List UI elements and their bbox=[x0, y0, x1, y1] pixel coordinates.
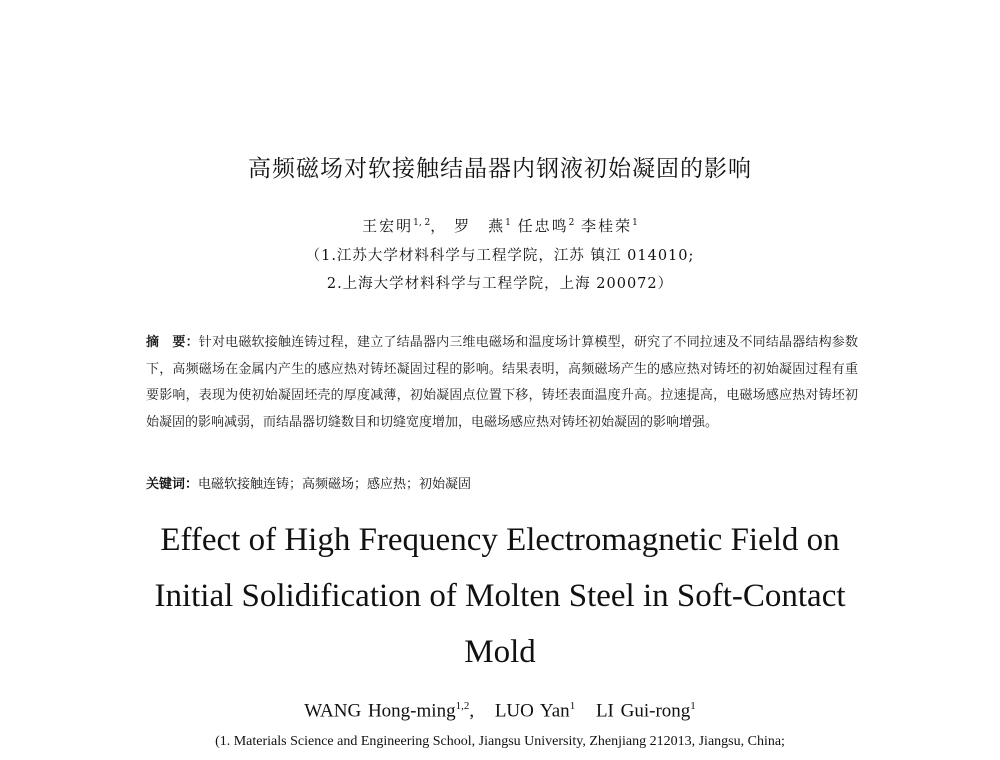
chinese-affiliation-2: 2.上海大学材料科学与工程学院，上海 200072） bbox=[326, 276, 674, 292]
chinese-abstract bbox=[146, 330, 858, 436]
author-name: 王宏明 bbox=[362, 217, 414, 235]
chinese-keywords bbox=[146, 473, 858, 492]
author-separator: ， bbox=[430, 217, 448, 235]
author-affiliation-sup: 2 bbox=[568, 218, 575, 228]
author-affiliation-sup: 1 bbox=[632, 218, 638, 228]
keywords-label: 关键词： bbox=[146, 477, 199, 492]
author-affiliation-sup: 1 bbox=[505, 218, 511, 228]
english-title-line-3: Mold bbox=[464, 634, 536, 670]
author-name: LI Gui-rong bbox=[595, 700, 691, 722]
abstract-label: 摘 要： bbox=[146, 335, 199, 350]
english-authors bbox=[0, 700, 1000, 722]
english-title-line-2: Initial Solidification of Molten Steel in Soft-Contact bbox=[154, 578, 846, 614]
author-name: 任忠鸣 bbox=[517, 217, 569, 235]
author-affiliation-sup: 1, 2 bbox=[413, 218, 431, 228]
author-affiliation-sup: 1,2 bbox=[455, 700, 470, 712]
chinese-title: 高频磁场对软接触结晶器内钢液初始凝固的影响 bbox=[248, 156, 752, 182]
chinese-authors bbox=[0, 215, 1000, 236]
author-name: WANG Hong-ming bbox=[304, 700, 456, 722]
author-affiliation-sup: 1 bbox=[690, 700, 696, 712]
author-name: LUO Yan bbox=[494, 700, 570, 722]
author-name: 罗 燕 bbox=[454, 217, 506, 235]
keywords-text: 电磁软接触连铸；高频磁场；感应热；初始凝固 bbox=[198, 477, 472, 492]
english-affiliation: (1. Materials Science and Engineering School, Jiangsu University, Zhenjiang 212013, Jiangsu, China; bbox=[215, 734, 785, 749]
abstract-text: 针对电磁软接触连铸过程，建立了结晶器内三维电磁场和温度场计算模型，研究了不同拉速及不同结晶器结构参数下，高频磁场在金属内产生的感应热对铸坯凝固过程的影响。结果表明，高频磁场产生的感应热对铸坯的初始凝固过程有重要影响，表现为使初始凝固坯壳的厚度减薄，初始凝固点位置下移，铸坯表面温度升高。拉速提高，电磁场感应热对铸坯初始凝固的影响减弱，而结晶器切缝数目和切缝宽度增加，电磁场感应热对铸坯初始凝固的影响增强。 bbox=[146, 335, 858, 430]
author-name: 李桂荣 bbox=[581, 217, 633, 235]
author-affiliation-sup: 1 bbox=[569, 700, 576, 712]
chinese-affiliation-1: （1.江苏大学材料科学与工程学院，江苏 镇江 014010; bbox=[305, 248, 695, 264]
author-separator: , bbox=[469, 700, 475, 722]
english-title-line-1: Effect of High Frequency Electromagnetic Field on bbox=[160, 522, 840, 558]
